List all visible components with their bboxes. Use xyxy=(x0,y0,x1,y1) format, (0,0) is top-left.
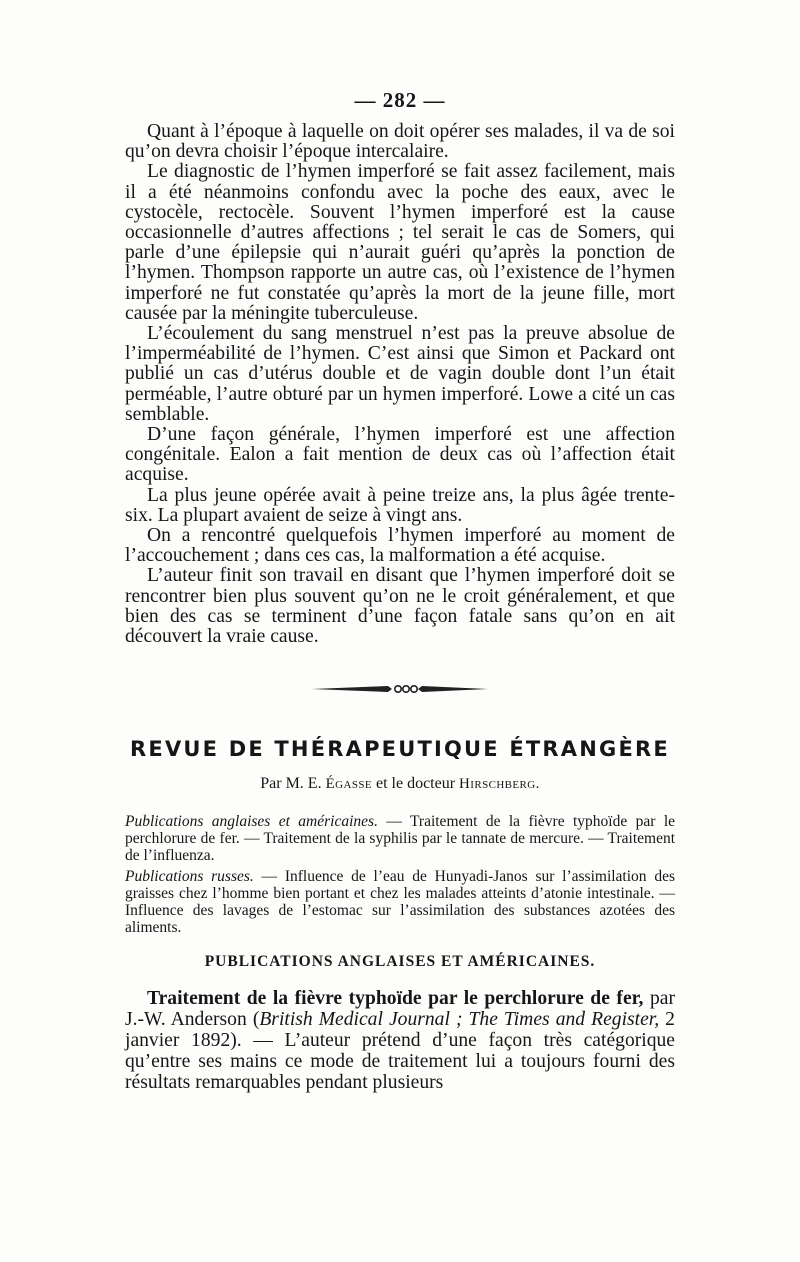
paragraph: La plus jeune opérée avait à peine treize ans, la plus âgée trente-six. La plupart avaient de seize à vingt ans. xyxy=(125,484,675,526)
author-name: Hirschberg. xyxy=(459,776,540,792)
byline-connector: et le docteur xyxy=(375,775,456,792)
article-title: Traitement de la fièvre typhoïde par le perchlorure de fer, xyxy=(147,988,644,1009)
section-summary xyxy=(125,813,675,940)
summary-text: — Influence de l’eau de Hunyadi-Janos sur l’assimilation des graisses chez l’homme bien portant et chez les malades atteints d’atonie intestinale. — Influence des lavages de l’estomac sur l’assimilation des substances azotées des aliments. xyxy=(125,868,675,936)
author-name: Égasse xyxy=(325,776,372,792)
paragraph: D’une façon générale, l’hymen imperforé est une affection congénitale. Ealon a fait mention de deux cas où l’affection était acquise. xyxy=(125,424,675,486)
page-number: — 282 — xyxy=(354,88,446,112)
article-author: par J.-W. Anderson ( xyxy=(125,988,675,1030)
byline-prefix: Par M. E. xyxy=(260,775,322,792)
paragraph: L’écoulement du sang menstruel n’est pas la preuve absolue de l’imperméabilité de l’hymen. C’est ainsi que Simon et Packard ont publié un cas d’utérus double et de vagin double dont l’un était perméable, l’autre obturé par un hymen imperforé. Lowe a cité un cas semblable. xyxy=(125,323,675,425)
section-title: REVUE DE THÉRAPEUTIQUE ÉTRANGÈRE xyxy=(130,737,670,761)
paragraph: L’auteur finit son travail en disant que l’hymen imperforé doit se rencontrer bien plus souvent qu’on ne le croit généralement, et que bien des cas se terminent d’une façon fatale sans qu’on en ait découvert la vraie cause. xyxy=(125,565,675,648)
byline xyxy=(0,775,800,793)
subsection-heading: PUBLICATIONS ANGLAISES ET AMÉRICAINES. xyxy=(204,953,596,970)
summary-entry xyxy=(125,868,675,936)
summary-text: — Traitement de la fièvre typhoïde par le perchlorure de fer. — Traitement de la syphilis par le tannate de mercure. — Traitement de l’influenza. xyxy=(125,813,676,864)
article-paragraph xyxy=(125,988,675,1093)
summary-label: Publications russes. xyxy=(125,868,254,885)
summary-label: Publications anglaises et américaines. xyxy=(125,813,378,830)
paragraph: Le diagnostic de l’hymen imperforé se fait assez facilement, mais il a été néanmoins confondu avec la poche des eaux, avec le cystocèle, rectocèle. Souvent l’hymen imperforé est la cause occasionnelle d’autres affections ; tel serait le cas de Somers, qui parle d’une épilepsie qui n’aurait guéri qu’après la ponction de l’hymen. Thompson rapporte un autre cas, où l’existence de l’hymen imperforé ne fut constatée qu’après la mort de la jeune fille, mort causée par la méningite tuberculeuse. xyxy=(125,161,675,324)
paragraph: On a rencontré quelquefois l’hymen imperforé au moment de l’accouchement ; dans ces cas, la malformation a été acquise. xyxy=(125,525,675,567)
article-source: British Medical Journal ; The Times and Register, xyxy=(259,1009,660,1030)
paragraph: Quant à l’époque à laquelle on doit opérer ses malades, il va de soi qu’on devra choisir l’époque intercalaire. xyxy=(125,121,675,163)
article xyxy=(125,988,675,1093)
ornament-divider xyxy=(310,682,490,696)
article-continuation xyxy=(125,122,675,647)
summary-entry xyxy=(125,813,675,864)
article-body: 2 janvier 1892). — L’auteur prétend d’une façon très catégorique qu’entre ses mains ce mode de traitement lui a toujours fourni des résultats remarquables pendant plusieurs xyxy=(125,1009,675,1093)
